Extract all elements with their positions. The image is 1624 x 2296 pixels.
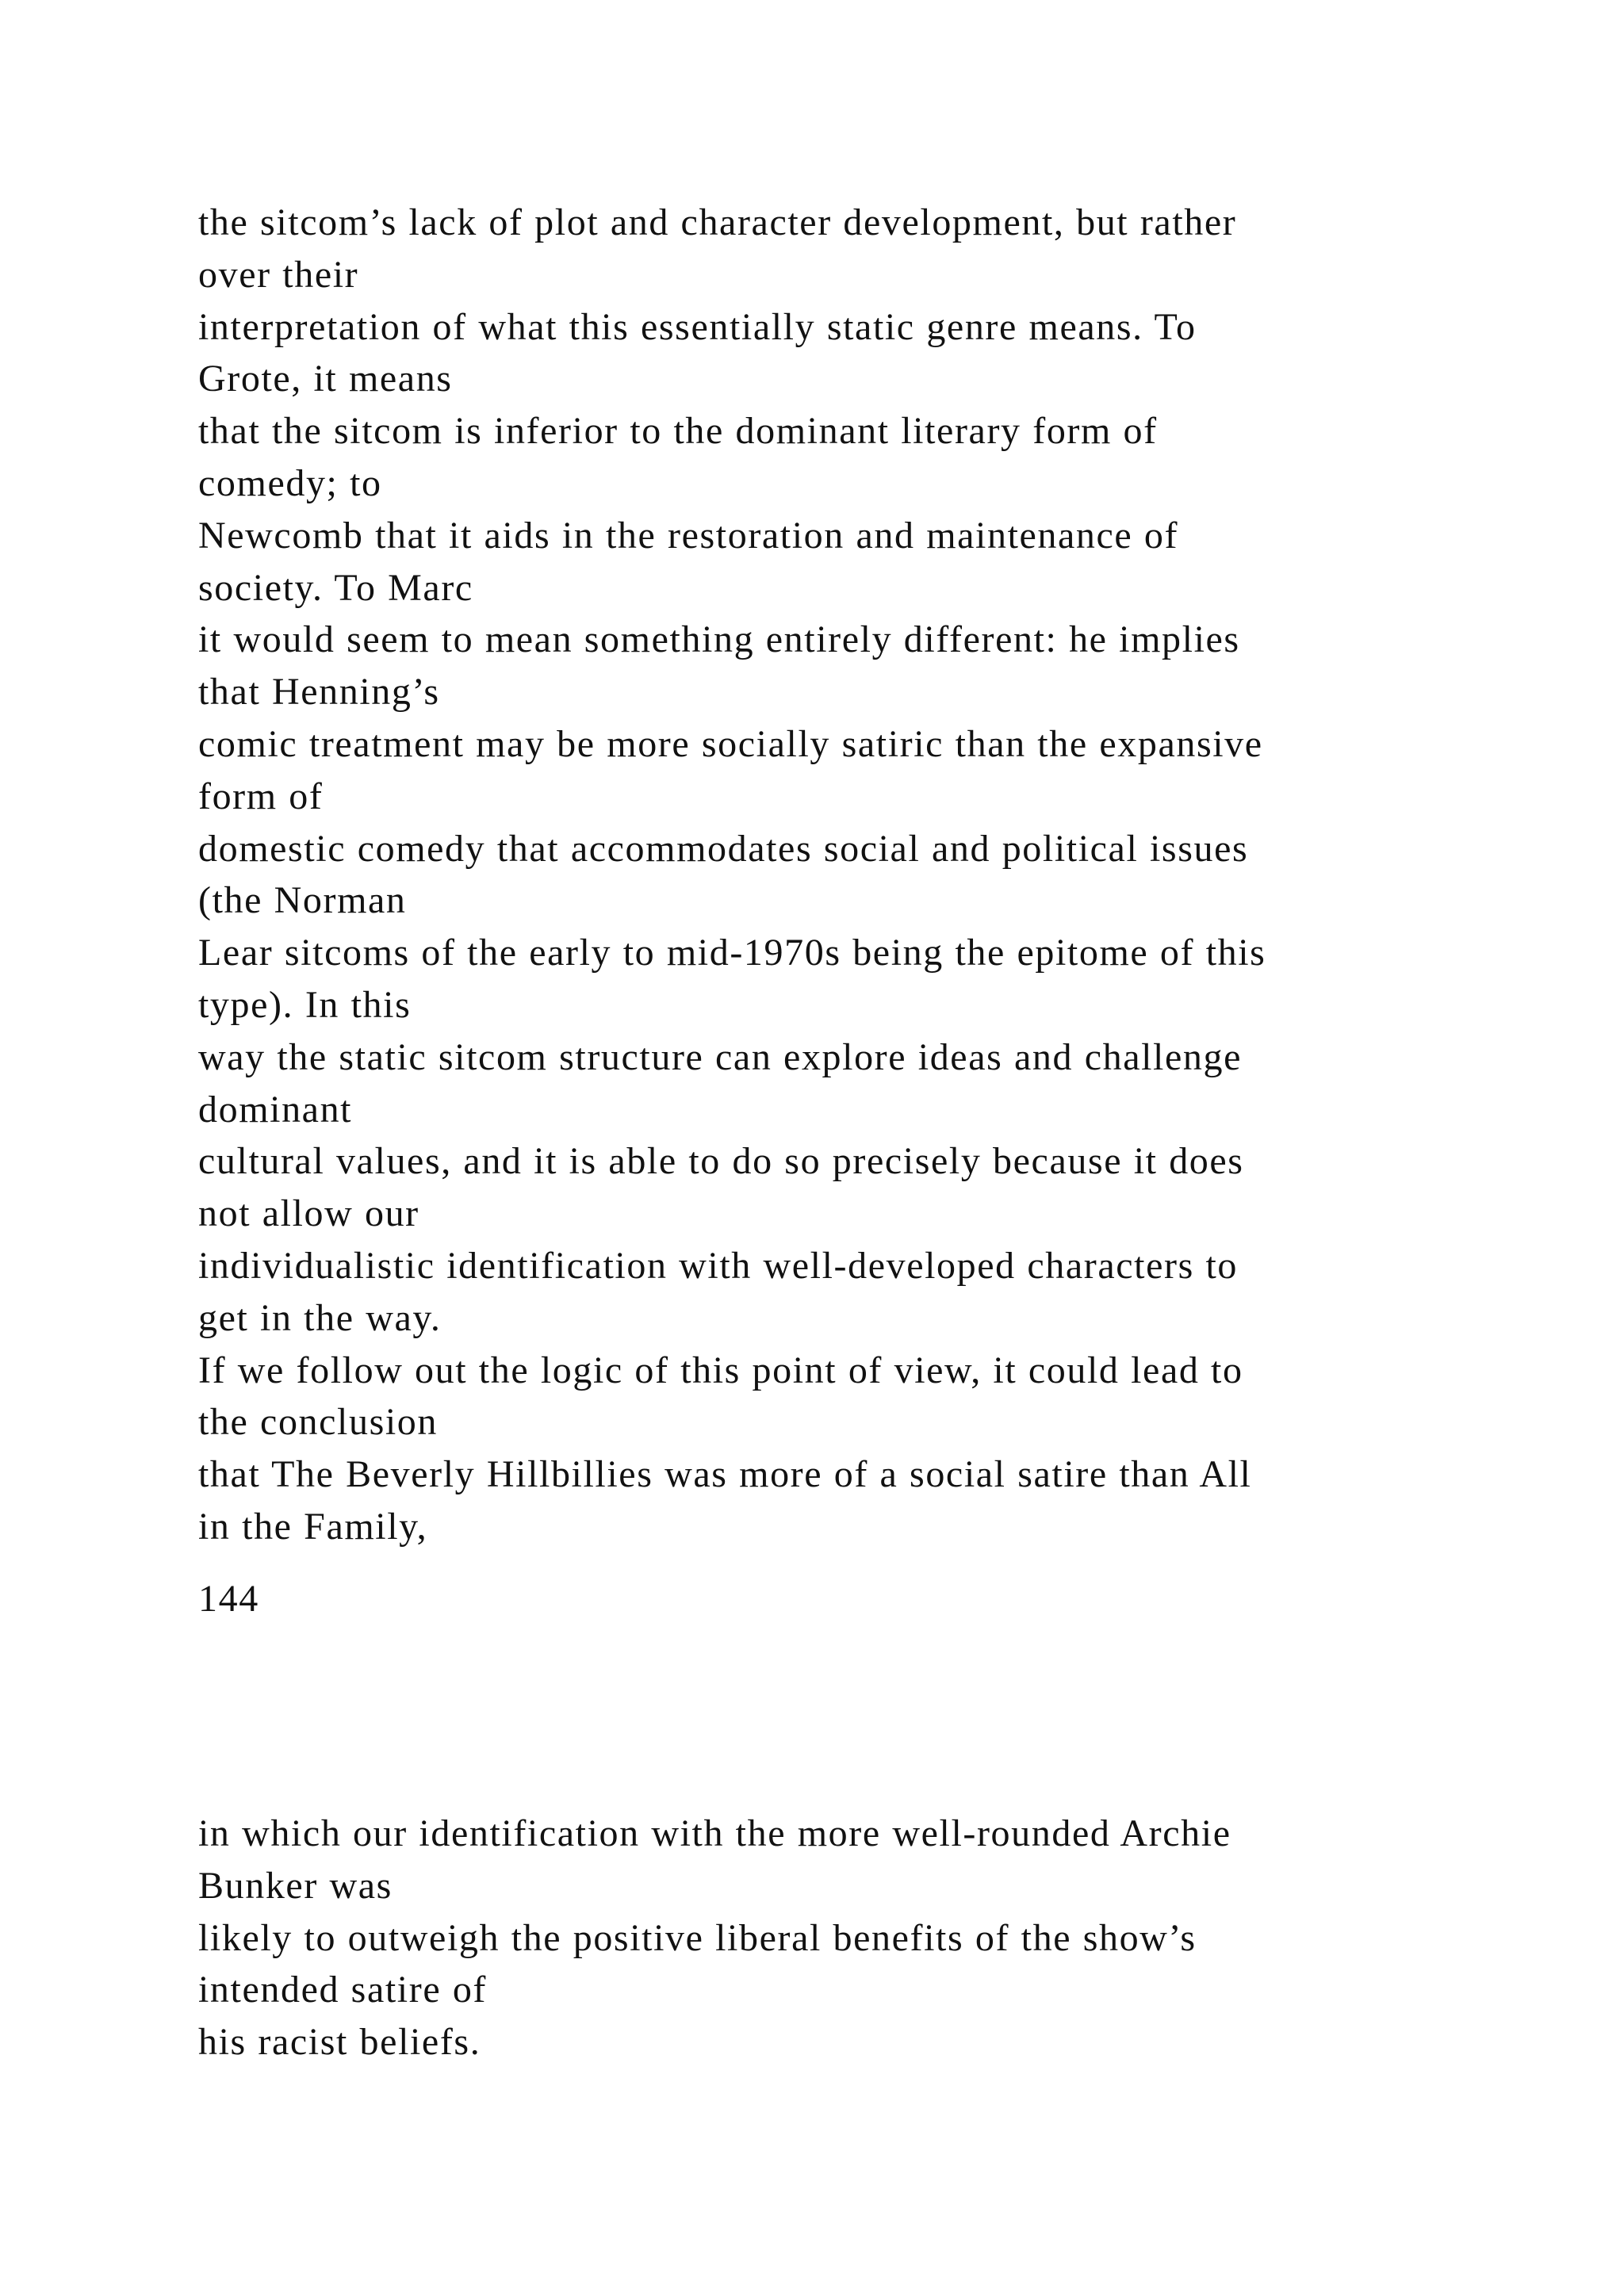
text-line: get in the way. [198,1296,442,1339]
text-line: domestic comedy that accommodates social and political issues [198,827,1249,870]
text-line: type). In this [198,983,412,1026]
text-line: it would seem to mean something entirely different: he implies [198,618,1240,661]
text-line: cultural values, and it is able to do so precisely because it does [198,1140,1244,1183]
page-number: 144 [198,1578,259,1620]
text-line: way the static sitcom structure can explore ideas and challenge [198,1035,1242,1078]
text-line: interpretation of what this essentially static genre means. To [198,305,1197,348]
text-line: over their [198,253,359,296]
text-line: intended satire of [198,1969,488,2011]
body-text-block-1 [198,197,1546,1553]
text-line: comic treatment may be more socially satiric than the expansive [198,722,1263,765]
text-line: society. To Marc [198,566,473,609]
text-line: Newcomb that it aids in the restoration and maintenance of [198,514,1179,557]
text-line: Lear sitcoms of the early to mid-1970s being the epitome of this [198,932,1266,974]
text-line: his racist beliefs. [198,2021,481,2064]
page-number-block [198,1573,1546,1625]
text-line: Bunker was [198,1864,393,1907]
text-line: not allow our [198,1192,419,1235]
body-text-block-2 [198,1808,1546,2068]
text-line: likely to outweigh the positive liberal benefits of the show’s [198,1916,1197,1959]
text-line: If we follow out the logic of this point of view, it could lead to [198,1349,1243,1391]
text-line: the sitcom’s lack of plot and character development, but rather [198,201,1237,243]
text-line: individualistic identification with well-developed characters to [198,1244,1239,1287]
text-line: dominant [198,1088,353,1131]
text-line: the conclusion [198,1401,439,1444]
text-line: that Henning’s [198,671,440,714]
text-line: Grote, it means [198,358,453,400]
text-line: comedy; to [198,461,382,504]
text-line: form of [198,775,324,817]
text-line: in the Family, [198,1505,428,1548]
text-line: that The Beverly Hillbillies was more of a social satire than All [198,1453,1252,1496]
text-line: (the Norman [198,879,407,922]
text-line: in which our identification with the more well-rounded Archie [198,1812,1231,1854]
text-line: that the sitcom is inferior to the dominant literary form of [198,410,1158,453]
